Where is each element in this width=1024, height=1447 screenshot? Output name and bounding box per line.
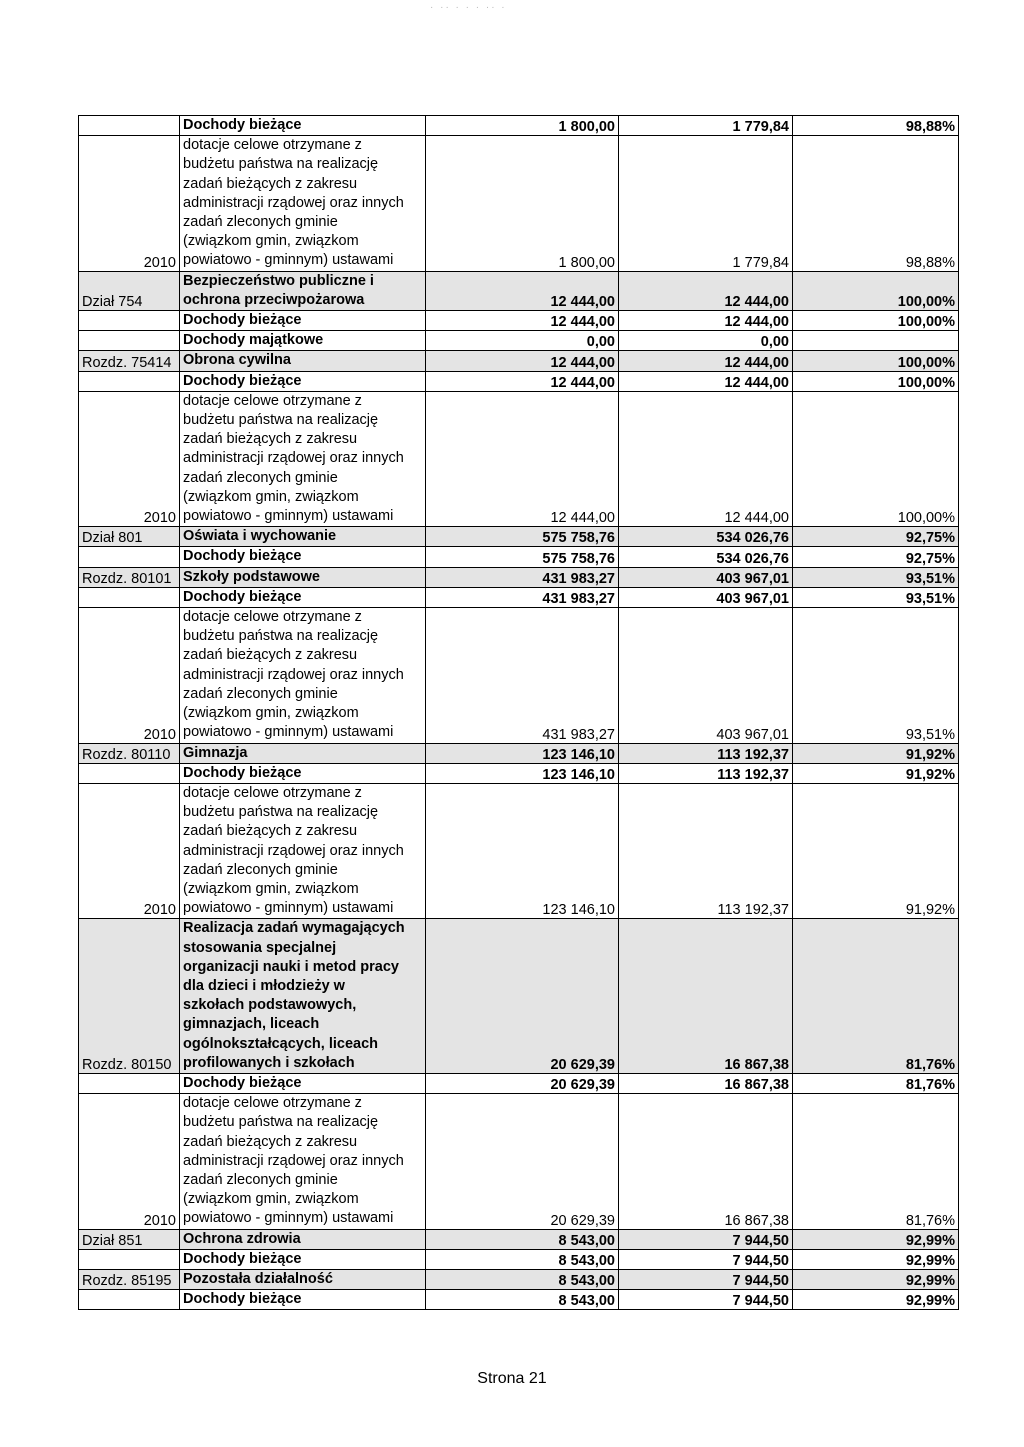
- description-line: Dochody bieżące: [183, 117, 302, 133]
- planned-amount: 8 543,00: [426, 1229, 619, 1249]
- executed-amount: 113 192,37: [619, 783, 793, 918]
- planned-amount: 123 146,10: [426, 783, 619, 918]
- planned-amount: 1 800,00: [426, 116, 619, 136]
- item-description: [180, 1249, 426, 1269]
- execution-percent: 91,92%: [793, 783, 959, 918]
- classification-code: [79, 763, 180, 783]
- item-description: [180, 1229, 426, 1249]
- executed-amount: 12 444,00: [619, 371, 793, 391]
- description-line: organizacji nauki i metod pracy: [183, 958, 399, 975]
- execution-percent: 100,00%: [793, 391, 959, 526]
- planned-amount: 431 983,27: [426, 567, 619, 587]
- executed-amount: 12 444,00: [619, 271, 793, 310]
- classification-code: [79, 547, 180, 567]
- planned-amount: 12 444,00: [426, 371, 619, 391]
- description-line: Dochody bieżące: [183, 1291, 302, 1308]
- description-line: Dochody bieżące: [183, 1250, 302, 1267]
- item-description: [180, 391, 426, 526]
- execution-percent: 100,00%: [793, 371, 959, 391]
- description-line: ochrona przeciwpożarowa: [183, 291, 365, 308]
- item-description: [180, 743, 426, 763]
- classification-code: Dział 851: [79, 1229, 180, 1249]
- planned-amount: 12 444,00: [426, 271, 619, 310]
- item-description: [180, 271, 426, 310]
- execution-percent: 93,51%: [793, 587, 959, 607]
- item-description: [180, 116, 426, 136]
- description-line: dotacje celowe otrzymane z: [183, 392, 362, 409]
- execution-percent: 93,51%: [793, 608, 959, 743]
- section-row: [79, 919, 959, 1074]
- section-row: [79, 527, 959, 547]
- description-line: szkołach podstawowych,: [183, 997, 357, 1014]
- income-row: [79, 1290, 959, 1310]
- execution-percent: 93,51%: [793, 567, 959, 587]
- executed-amount: 7 944,50: [619, 1249, 793, 1269]
- income-row: [79, 311, 959, 331]
- execution-percent: 92,75%: [793, 527, 959, 547]
- classification-code: 2010: [79, 1094, 180, 1229]
- item-description: [180, 919, 426, 1074]
- income-row: [79, 763, 959, 783]
- income-row: [79, 587, 959, 607]
- planned-amount: 12 444,00: [426, 391, 619, 526]
- section-row: [79, 567, 959, 587]
- execution-percent: 91,92%: [793, 763, 959, 783]
- table-body: [79, 116, 959, 1310]
- description-line: budżetu państwa na realizację: [183, 628, 379, 645]
- planned-amount: 20 629,39: [426, 1094, 619, 1229]
- execution-percent: 81,76%: [793, 919, 959, 1074]
- description-line: budżetu państwa na realizację: [183, 412, 379, 429]
- description-line: zadań zleconych gminie: [183, 214, 338, 231]
- description-line: stosowania specjalnej: [183, 939, 337, 956]
- planned-amount: 123 146,10: [426, 743, 619, 763]
- description-line: dotacje celowe otrzymane z: [183, 784, 362, 801]
- executed-amount: 403 967,01: [619, 587, 793, 607]
- execution-percent: 100,00%: [793, 351, 959, 371]
- item-description: [180, 136, 426, 271]
- description-line: (związkom gmin, związkom: [183, 705, 359, 722]
- planned-amount: 0,00: [426, 331, 619, 351]
- planned-amount: 8 543,00: [426, 1249, 619, 1269]
- description-line: (związkom gmin, związkom: [183, 233, 359, 250]
- executed-amount: 403 967,01: [619, 567, 793, 587]
- executed-amount: 7 944,50: [619, 1229, 793, 1249]
- executed-amount: 16 867,38: [619, 919, 793, 1074]
- executed-amount: 1 779,84: [619, 136, 793, 271]
- description-line: Ochrona zdrowia: [183, 1230, 301, 1247]
- item-description: [180, 587, 426, 607]
- planned-amount: 575 758,76: [426, 547, 619, 567]
- description-line: administracji rządowej oraz innych: [183, 666, 404, 683]
- section-row: [79, 351, 959, 371]
- description-line: Realizacja zadań wymagających: [183, 920, 405, 937]
- executed-amount: 534 026,76: [619, 527, 793, 547]
- executed-amount: 12 444,00: [619, 391, 793, 526]
- item-description: [180, 1094, 426, 1229]
- description-line: Dochody bieżące: [183, 588, 302, 605]
- classification-code: 2010: [79, 783, 180, 918]
- description-line: zadań zleconych gminie: [183, 1171, 338, 1188]
- execution-percent: 92,99%: [793, 1290, 959, 1310]
- item-description: [180, 1290, 426, 1310]
- description-line: Dochody bieżące: [183, 548, 302, 565]
- item-description: [180, 783, 426, 918]
- classification-code: Rozdz. 85195: [79, 1269, 180, 1289]
- classification-code: 2010: [79, 391, 180, 526]
- execution-percent: 92,99%: [793, 1249, 959, 1269]
- classification-code: [79, 331, 180, 351]
- description-line: zadań zleconych gminie: [183, 685, 338, 702]
- classification-code: Rozdz. 75414: [79, 351, 180, 371]
- description-line: (związkom gmin, związkom: [183, 1191, 359, 1208]
- classification-code: [79, 1249, 180, 1269]
- description-line: powiatowo - gminnym) ustawami: [183, 900, 394, 917]
- description-line: powiatowo - gminnym) ustawami: [183, 508, 394, 525]
- execution-percent: 81,76%: [793, 1094, 959, 1229]
- item-description: [180, 763, 426, 783]
- execution-percent: 91,92%: [793, 743, 959, 763]
- executed-amount: 12 444,00: [619, 351, 793, 371]
- description-line: zadań bieżących z zakresu: [183, 823, 358, 840]
- description-line: gimnazjach, liceach: [183, 1016, 320, 1033]
- item-description: [180, 1269, 426, 1289]
- description-line: zadań bieżących z zakresu: [183, 175, 358, 192]
- description-line: budżetu państwa na realizację: [183, 1114, 379, 1131]
- classification-code: [79, 116, 180, 136]
- planned-amount: 431 983,27: [426, 608, 619, 743]
- execution-percent: 98,88%: [793, 116, 959, 136]
- item-description: [180, 351, 426, 371]
- page-number: Strona 21: [477, 1370, 547, 1387]
- description-line: Pozostała działalność: [183, 1270, 333, 1287]
- planned-amount: 431 983,27: [426, 587, 619, 607]
- classification-code: [79, 371, 180, 391]
- executed-amount: 113 192,37: [619, 743, 793, 763]
- classification-code: [79, 311, 180, 331]
- description-line: powiatowo - gminnym) ustawami: [183, 252, 394, 269]
- description-line: powiatowo - gminnym) ustawami: [183, 724, 394, 741]
- classification-code: 2010: [79, 136, 180, 271]
- execution-percent: 100,00%: [793, 271, 959, 310]
- classification-code: [79, 587, 180, 607]
- item-description: [180, 567, 426, 587]
- execution-percent: 92,75%: [793, 547, 959, 567]
- income-row: [79, 371, 959, 391]
- item-description: [180, 371, 426, 391]
- section-row: [79, 1229, 959, 1249]
- classification-code: 2010: [79, 608, 180, 743]
- description-line: (związkom gmin, związkom: [183, 880, 359, 897]
- item-description: [180, 1073, 426, 1093]
- description-line: administracji rządowej oraz innych: [183, 194, 404, 211]
- scan-artifact: · ·· · · · ·· ·: [430, 2, 507, 13]
- executed-amount: 403 967,01: [619, 608, 793, 743]
- description-line: zadań zleconych gminie: [183, 469, 338, 486]
- subsidy-row: [79, 608, 959, 743]
- executed-amount: 0,00: [619, 331, 793, 351]
- planned-amount: 1 800,00: [426, 136, 619, 271]
- classification-code: Dział 801: [79, 527, 180, 547]
- description-line: Dochody bieżące: [183, 1074, 302, 1091]
- classification-code: Rozdz. 80101: [79, 567, 180, 587]
- income-row: [79, 547, 959, 567]
- description-line: (związkom gmin, związkom: [183, 488, 359, 505]
- planned-amount: 8 543,00: [426, 1290, 619, 1310]
- executed-amount: 12 444,00: [619, 311, 793, 331]
- subsidy-row: [79, 391, 959, 526]
- execution-percent: 98,88%: [793, 136, 959, 271]
- planned-amount: 123 146,10: [426, 763, 619, 783]
- description-line: Szkoły podstawowe: [183, 568, 320, 585]
- executed-amount: 534 026,76: [619, 547, 793, 567]
- description-line: budżetu państwa na realizację: [183, 156, 379, 173]
- description-line: Dochody majątkowe: [183, 332, 324, 349]
- description-line: zadań bieżących z zakresu: [183, 647, 358, 664]
- planned-amount: 12 444,00: [426, 351, 619, 371]
- description-line: administracji rządowej oraz innych: [183, 450, 404, 467]
- income-row: [79, 331, 959, 351]
- budget-table: [78, 115, 959, 1310]
- description-line: Gimnazja: [183, 744, 248, 761]
- subsidy-row: [79, 136, 959, 271]
- description-line: dotacje celowe otrzymane z: [183, 137, 362, 154]
- description-line: Dochody bieżące: [183, 312, 302, 329]
- description-line: Dochody bieżące: [183, 764, 302, 781]
- description-line: dla dzieci i młodzieży w: [183, 977, 345, 994]
- execution-percent: 100,00%: [793, 311, 959, 331]
- description-line: zadań zleconych gminie: [183, 861, 338, 878]
- description-line: administracji rządowej oraz innych: [183, 1152, 404, 1169]
- income-row: [79, 1249, 959, 1269]
- classification-code: Rozdz. 80110: [79, 743, 180, 763]
- item-description: [180, 547, 426, 567]
- planned-amount: 20 629,39: [426, 919, 619, 1074]
- description-line: profilowanych i szkołach: [183, 1054, 355, 1071]
- item-description: [180, 527, 426, 547]
- execution-percent: 92,99%: [793, 1229, 959, 1249]
- description-line: zadań bieżących z zakresu: [183, 1133, 358, 1150]
- classification-code: [79, 1073, 180, 1093]
- execution-percent: [793, 331, 959, 351]
- description-line: dotacje celowe otrzymane z: [183, 609, 362, 626]
- planned-amount: 20 629,39: [426, 1073, 619, 1093]
- item-description: [180, 331, 426, 351]
- execution-percent: 81,76%: [793, 1073, 959, 1093]
- planned-amount: 8 543,00: [426, 1269, 619, 1289]
- classification-code: Rozdz. 80150: [79, 919, 180, 1074]
- income-row: [79, 116, 959, 136]
- description-line: budżetu państwa na realizację: [183, 804, 379, 821]
- classification-code: [79, 1290, 180, 1310]
- planned-amount: 12 444,00: [426, 311, 619, 331]
- description-line: Oświata i wychowanie: [183, 528, 337, 545]
- income-row: [79, 1073, 959, 1093]
- description-line: dotacje celowe otrzymane z: [183, 1095, 362, 1112]
- classification-code: Dział 754: [79, 271, 180, 310]
- description-line: zadań bieżących z zakresu: [183, 431, 358, 448]
- description-line: ogólnokształcących, liceach: [183, 1035, 379, 1052]
- item-description: [180, 608, 426, 743]
- executed-amount: 7 944,50: [619, 1269, 793, 1289]
- subsidy-row: [79, 783, 959, 918]
- description-line: Obrona cywilna: [183, 352, 291, 369]
- executed-amount: 16 867,38: [619, 1073, 793, 1093]
- executed-amount: 7 944,50: [619, 1290, 793, 1310]
- executed-amount: 1 779,84: [619, 116, 793, 136]
- section-row: [79, 743, 959, 763]
- executed-amount: 16 867,38: [619, 1094, 793, 1229]
- description-line: powiatowo - gminnym) ustawami: [183, 1210, 394, 1227]
- executed-amount: 113 192,37: [619, 763, 793, 783]
- execution-percent: 92,99%: [793, 1269, 959, 1289]
- planned-amount: 575 758,76: [426, 527, 619, 547]
- item-description: [180, 311, 426, 331]
- section-row: [79, 1269, 959, 1289]
- description-line: Dochody bieżące: [183, 372, 302, 389]
- section-row: [79, 271, 959, 310]
- description-line: administracji rządowej oraz innych: [183, 842, 404, 859]
- subsidy-row: [79, 1094, 959, 1229]
- description-line: Bezpieczeństwo publiczne i: [183, 272, 374, 289]
